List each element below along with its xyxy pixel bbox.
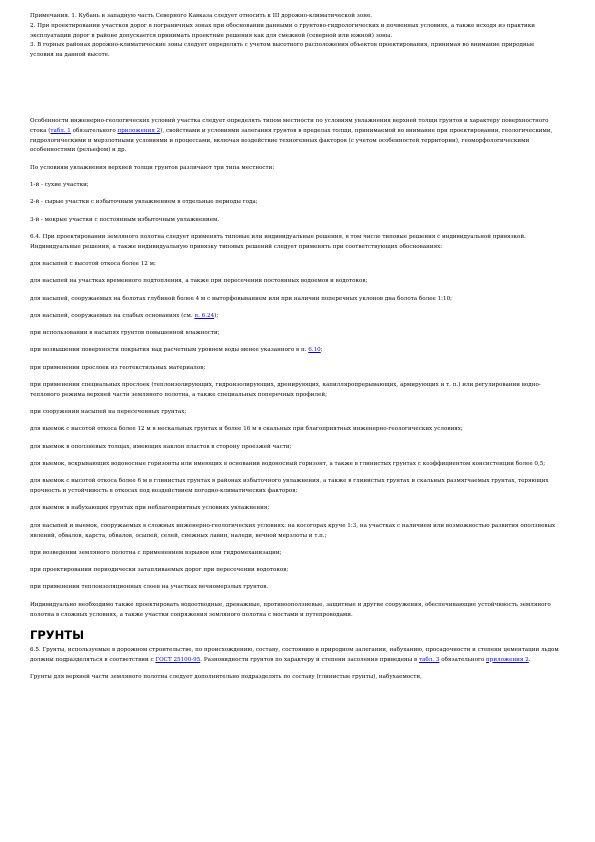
note-1: Примечания. 1. Кубань и западную часть Северного Кавказа следует относить к III дорожно-климатической зоне. <box>30 13 373 19</box>
link-appendix-2-second[interactable]: приложения 2 <box>486 656 529 663</box>
note-2: 2. При проектировании участков дорог в пограничных зонах при обосновании данными о грунтово-гидрологических и почвенных условиях, а также исходя из практики эксплуатации дорог в районе допускается принимать проектные решения как для смежной (северной или южной) зоны. <box>30 22 535 39</box>
paragraph-individual-design: Индивидуально необходимо также проектировать водоотводные, дренажные, противооползневые, защитные и другие сооружения, обеспечивающие устойчивость земляного полотна в сложных условиях, а также участки сопряжения земляного полотна с мостами и путепроводами. <box>30 601 551 618</box>
list-item-landslide-strata: для выемок в оползневых толщах, имеющих наклон пластов в сторону проезжей части; <box>30 443 292 450</box>
link-gost-25100-95[interactable]: ГОСТ 25100-95 <box>155 656 201 663</box>
list-item-flooding: для насыпей на участках временного подтопления, а также при пересечении постоянных водоемов и водотоков; <box>30 278 368 285</box>
list-item-weak-bases: для насыпей, сооружаемых на слабых основаниях (см. п. 6.24); <box>30 312 219 319</box>
list-item-type-3: 3-й - мокрые участки с постоянным избыточным увлажнением. <box>30 216 220 223</box>
list-item-swamps: для насыпей, сооружаемых на болотах глубиной более 4 м с выторфовыванием или при наличии поперечных уклонов дна болота более 1:10; <box>30 295 453 302</box>
list-item-insulation: при применении теплоизоляционных слоев на участках вечномерзлых грунтов. <box>30 584 269 591</box>
list-item-cuts-12m: для выемок с высотой откоса более 12 м в нескальных грунтах и более 16 м в скальных при благоприятных инженерно-геологических условиях; <box>30 426 463 433</box>
link-appendix-2[interactable]: приложения 2 <box>117 127 161 134</box>
list-item-geotextile: при применении прослоек из геотекстильных материалов; <box>30 364 206 371</box>
list-item-type-1: 1-й - сухие участки; <box>30 181 89 188</box>
paragraph-6-4: 6.4. При проектировании земляного полотна следует применять типовые или индивидуальные решения, в том числе типовые решения с индивидуальной привязкой. Индивидуальные решения, а также индивидуальную привязку типовых решений следует применять при соответствующих обоснованиях: <box>30 233 526 250</box>
list-item-special-layers: при применении специальных прослоек (теплоизолирующих, гидроизолирующих, дренирующих, капилляропрерывающих, армирующих и т. п.) или регулировании водно-теплового режима верхней части земляного полотна, а также специальных поперечных профилей; <box>30 382 541 398</box>
link-p-6-24[interactable]: п. 6.24 <box>194 312 215 319</box>
link-table-3[interactable]: табл. 3 <box>418 656 440 663</box>
list-item-type-2: 2-й - сырые участки с избыточным увлажнением в отдельные периоды года; <box>30 199 258 206</box>
list-item-rough-soils: при сооружении насыпей на пересеченных грунтах; <box>30 409 187 416</box>
list-item-explosions: при возведении земляного полотна с применением взрывов или гидромеханизации; <box>30 549 282 556</box>
section-heading-soils: ГРУНТЫ <box>30 627 85 642</box>
list-item-flooded-roads: при проектировании периодически затапливаемых дорог при пересечении водотоков; <box>30 567 289 574</box>
list-item-cuts-6m: для выемок с высотой откоса более 6 м в глинистых грунтах в районах избыточного увлажнения, а также в глинистых грунтах и скальных размягчаемых грунтах, теряющих прочность и устойчивость в откосах под воздействием погодно-климатических факторов; <box>30 478 549 495</box>
paragraph-engineering-geology: Особенности инженерно-геологических условий участка следует определять типом местности по условиям увлажнения верхней толщи грунтов и характеру поверхностного стока (табл. 1 обязательного приложения 2), свойствами и условиями залегания грунтов в пределах толщи, принимаемой во внимание при проектировании, геологическими, гидрологическими и мерзлотными условиями и процессами, включая воздействие техногенных факторов (с учетом особенностей территории), геоморфологическими особенностями (рельефом) и др. <box>30 118 553 154</box>
paragraph-moisture-types-intro: По условиям увлажнения верхней толщи грунтов различают три типа местности: <box>30 164 275 171</box>
list-item-aquifers: для выемок, вскрывающих водоносные горизонты или имеющих в основании водоносный горизонт, а также в глинистых грунтах с коэффициентом консистенции более 0,5; <box>30 461 546 468</box>
paragraph-soil-classification: Грунты для верхней части земляного полотна следует дополнительно подразделять по составу (глинистые грунты), набухаемости, <box>30 673 422 680</box>
list-item-surface-elevation: при возвышении поверхности покрытия над расчетным уровнем воды менее указанного в п. 6.10; <box>30 347 323 354</box>
link-p-6-10[interactable]: 6.10 <box>308 347 321 354</box>
list-item-embankment-12m: для насыпей с высотой откоса более 12 м; <box>30 260 156 267</box>
list-item-swelling-soils: для выемок в набухающих грунтах при неблагоприятных условиях увлажнения; <box>30 505 270 512</box>
list-item-complex-conditions: для насыпей и выемок, сооружаемых в сложных инженерно-геологических условиях: на косогорах круче 1:3, на участках с наличием или возможностью развития оползневых явлений, обвалов, карста, обвалов, осыпей, селей, снежных лавин, наледи, вечной мерзлоты и т.п.; <box>30 522 556 539</box>
list-item-wet-soils: при использовании в насыпях грунтов повышенной влажности; <box>30 330 220 337</box>
table-notes <box>30 12 548 61</box>
link-table-1[interactable]: табл. 1 <box>50 127 71 134</box>
note-3: 3. В горных районах дорожно-климатические зоны следует определять с учетом высотного расположения объектов проектирования, принимая во внимание природные условия на данной высоте. <box>30 42 535 59</box>
paragraph-6-5: 6.5. Грунты, используемые в дорожном строительстве, по происхождению, составу, состоянию в природном залегании, набуханию, просадочности и степени цементации льдом должны подразделяться в соответствии с ГОСТ 25100-95. Разновидности грунтов по характеру и степени засоления приведены в табл. 3 обязательного приложения 2. <box>30 646 559 663</box>
document-body <box>30 117 560 690</box>
